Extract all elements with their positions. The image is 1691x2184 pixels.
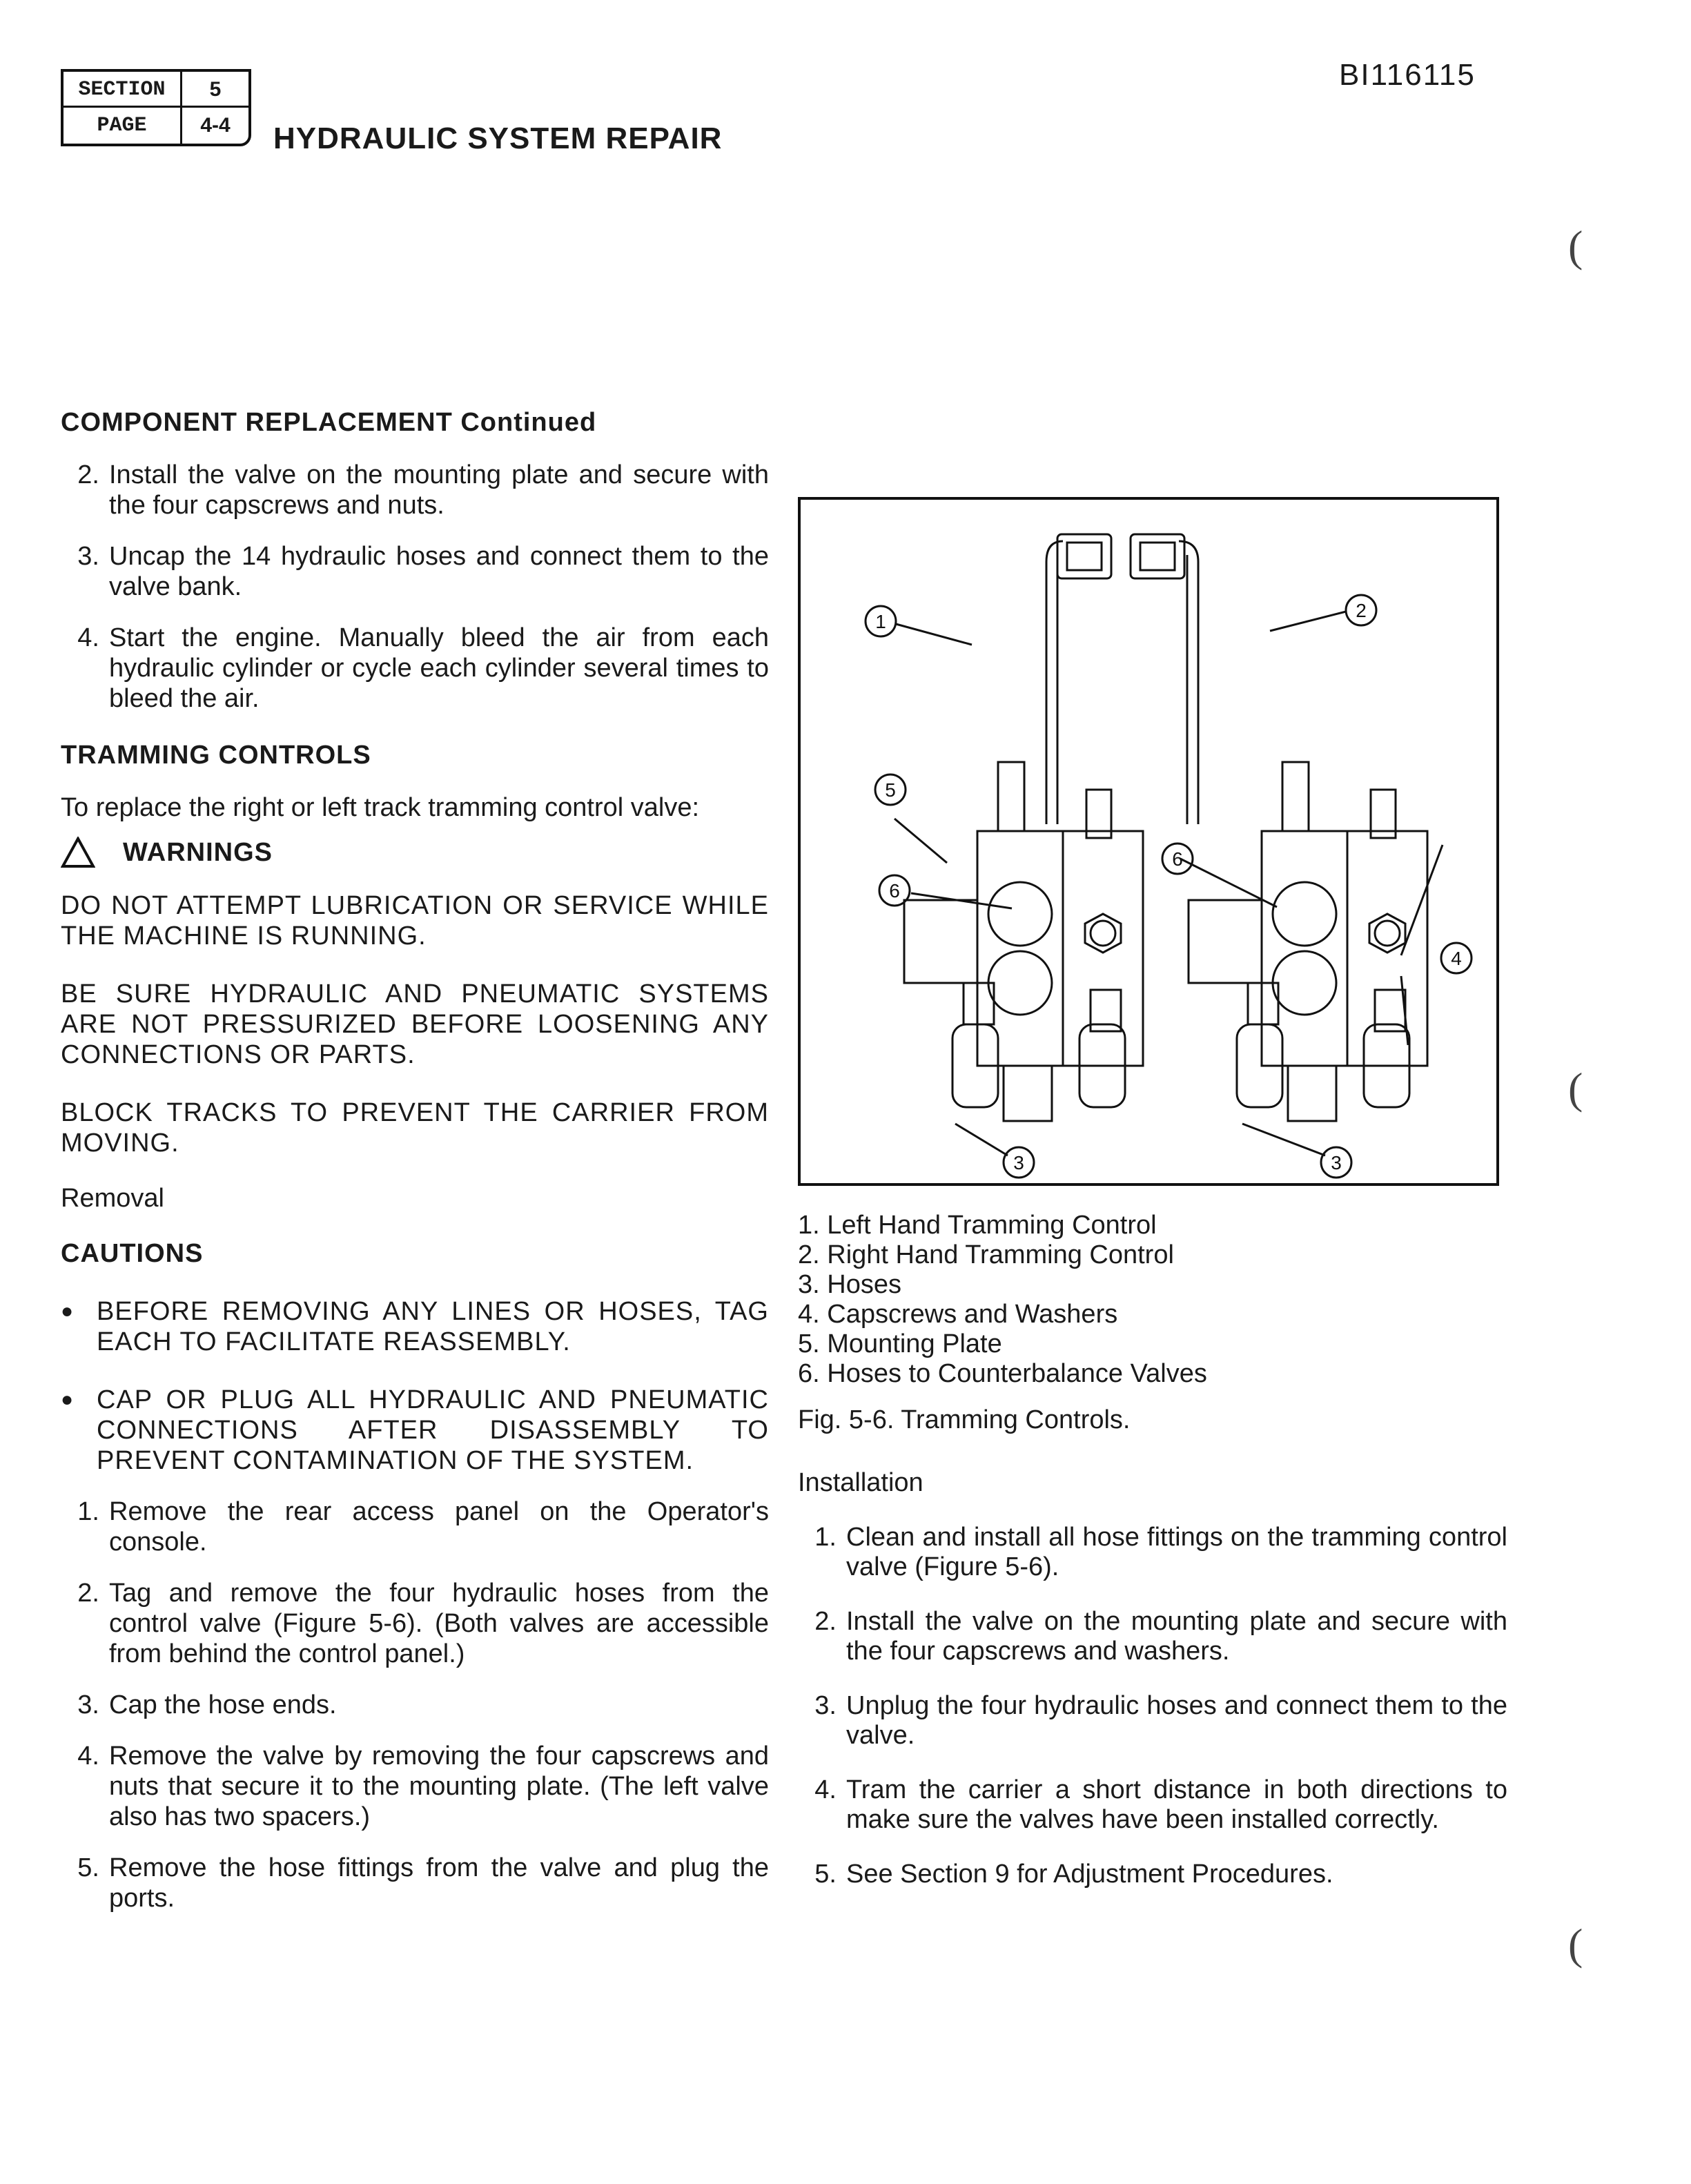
- right-handle-inner: [1140, 543, 1175, 570]
- removal-step: 2. Tag and remove the four hydraulic hoses from the control valve (Figure 5-6). (Both valves are accessible from behind the control panel.): [77, 1579, 769, 1668]
- valve-diagram: [801, 500, 1496, 1183]
- right-hex-plug-center: [1375, 921, 1400, 946]
- caution-item: ● CAP OR PLUG ALL HYDRAULIC AND PNEUMATIC CONNECTIONS AFTER DISASSEMBLY TO PREVENT CONTAMINATION OF THE SYSTEM.: [61, 1385, 769, 1475]
- component-replacement-heading: COMPONENT REPLACEMENT Continued: [61, 408, 597, 437]
- right-actuator: [1282, 762, 1309, 831]
- warnings-heading: WARNINGS: [123, 838, 273, 867]
- page-value: 4-4: [200, 114, 231, 137]
- bullet-icon: ●: [61, 1388, 75, 1411]
- left-hose-bottom: [1004, 1066, 1052, 1121]
- left-port-lower: [988, 951, 1052, 1015]
- component-step: 2. Install the valve on the mounting plate and secure with the four capscrews and nuts.: [77, 460, 769, 520]
- leader-3a: [955, 1124, 1008, 1156]
- section-label: SECTION: [63, 72, 182, 108]
- caution-item: ● BEFORE REMOVING ANY LINES OR HOSES, TAG EACH TO FACILITATE REASSEMBLY.: [61, 1297, 769, 1356]
- right-linkage-rod: [1179, 541, 1198, 824]
- right-hose-bottom: [1288, 1066, 1336, 1121]
- legend-item: 2. Right Hand Tramming Control: [798, 1240, 1174, 1269]
- installation-step: 2. Install the valve on the mounting plate and secure with the four capscrews and washers.: [814, 1607, 1507, 1666]
- callout-3a-label: 3: [1013, 1152, 1024, 1173]
- removal-step: 1. Remove the rear access panel on the Operator's console.: [77, 1497, 769, 1557]
- callout-4-label: 4: [1451, 948, 1462, 969]
- page-label: PAGE: [63, 108, 182, 145]
- leader-5: [895, 819, 947, 863]
- callout-3b-label: 3: [1331, 1152, 1342, 1173]
- removal-step: 5. Remove the hose fittings from the valve and plug the ports.: [77, 1853, 769, 1913]
- legend-item: 3. Hoses: [798, 1270, 901, 1299]
- callout-5-label: 5: [885, 779, 896, 801]
- figure-caption: Fig. 5-6. Tramming Controls.: [798, 1405, 1131, 1434]
- tramming-intro: To replace the right or left track tramming control valve:: [61, 793, 700, 822]
- left-mounting-plate: [904, 900, 977, 983]
- cautions-heading: CAUTIONS: [61, 1239, 204, 1268]
- legend-item: 4. Capscrews and Washers: [798, 1300, 1118, 1329]
- installation-step: 5. See Section 9 for Adjustment Procedures.: [814, 1860, 1333, 1889]
- binder-mark: (: [1568, 1064, 1583, 1113]
- callout-2-label: 2: [1356, 600, 1367, 621]
- left-handle-inner: [1067, 543, 1102, 570]
- callout-1-label: 1: [875, 611, 886, 632]
- left-column: [61, 407, 769, 1913]
- figure-tramming-controls: [798, 497, 1499, 1186]
- installation-step: 4. Tram the carrier a short distance in both directions to make sure the valves have been installed correctly.: [814, 1775, 1507, 1834]
- leader-2: [1270, 612, 1346, 631]
- bullet-icon: ●: [61, 1300, 75, 1323]
- right-valve-section: [1262, 831, 1347, 1066]
- installation-heading: Installation: [798, 1468, 923, 1497]
- left-port-upper: [988, 882, 1052, 946]
- left-linkage-rod: [1046, 541, 1063, 824]
- right-port-upper: [1273, 882, 1336, 946]
- component-step: 4. Start the engine. Manually bleed the air from each hydraulic cylinder or cycle each cylinder several times to bleed the air.: [77, 623, 769, 713]
- left-hex-plug-center: [1091, 921, 1115, 946]
- legend-item: 5. Mounting Plate: [798, 1329, 1002, 1358]
- right-handle-block: [1131, 534, 1184, 578]
- leader-4a: [1401, 845, 1443, 955]
- installation-step: 1. Clean and install all hose fittings on the tramming control valve (Figure 5-6).: [814, 1523, 1507, 1581]
- warning-text: BLOCK TRACKS TO PREVENT THE CARRIER FROM MOVING.: [61, 1098, 769, 1158]
- figure-legend: [798, 1211, 1507, 1889]
- warnings-heading-row: [61, 837, 769, 868]
- legend-item: 1. Left Hand Tramming Control: [798, 1211, 1157, 1240]
- warning-triangle-icon: [61, 837, 95, 868]
- right-port-lower: [1273, 951, 1336, 1015]
- component-step: 3. Uncap the 14 hydraulic hoses and connect them to the valve bank.: [77, 542, 769, 601]
- section-page-box: [61, 69, 251, 146]
- left-valve-section: [977, 831, 1063, 1066]
- leader-4b: [1401, 976, 1408, 1045]
- binder-mark: (: [1568, 1920, 1583, 1969]
- removal-heading: Removal: [61, 1184, 164, 1213]
- left-handle-block: [1057, 534, 1111, 578]
- left-actuator: [998, 762, 1024, 831]
- callout-6a-label: 6: [889, 880, 900, 901]
- leader-1: [896, 624, 972, 645]
- page-title: HYDRAULIC SYSTEM REPAIR: [273, 121, 723, 155]
- legend-item: 6. Hoses to Counterbalance Valves: [798, 1359, 1207, 1388]
- warning-text: BE SURE HYDRAULIC AND PNEUMATIC SYSTEMS ARE NOT PRESSURIZED BEFORE LOOSENING ANY CONNECTIONS OR PARTS.: [61, 979, 769, 1069]
- leader-3b: [1242, 1124, 1325, 1156]
- removal-step: 4. Remove the valve by removing the four capscrews and nuts that secure it to the mounting plate. (The left valve also has two spacers.): [77, 1742, 769, 1831]
- document-id: BI116115: [1339, 58, 1476, 92]
- installation-step: 3. Unplug the four hydraulic hoses and connect them to the valve.: [814, 1691, 1507, 1750]
- section-value: 5: [182, 72, 248, 108]
- tramming-controls-heading: TRAMMING CONTROLS: [61, 741, 371, 770]
- removal-step: 3. Cap the hose ends.: [77, 1690, 337, 1719]
- warning-text: DO NOT ATTEMPT LUBRICATION OR SERVICE WHILE THE MACHINE IS RUNNING.: [61, 891, 769, 950]
- right-mounting-plate: [1189, 900, 1262, 983]
- callout-6b-label: 6: [1172, 848, 1183, 870]
- binder-mark: (: [1568, 222, 1583, 271]
